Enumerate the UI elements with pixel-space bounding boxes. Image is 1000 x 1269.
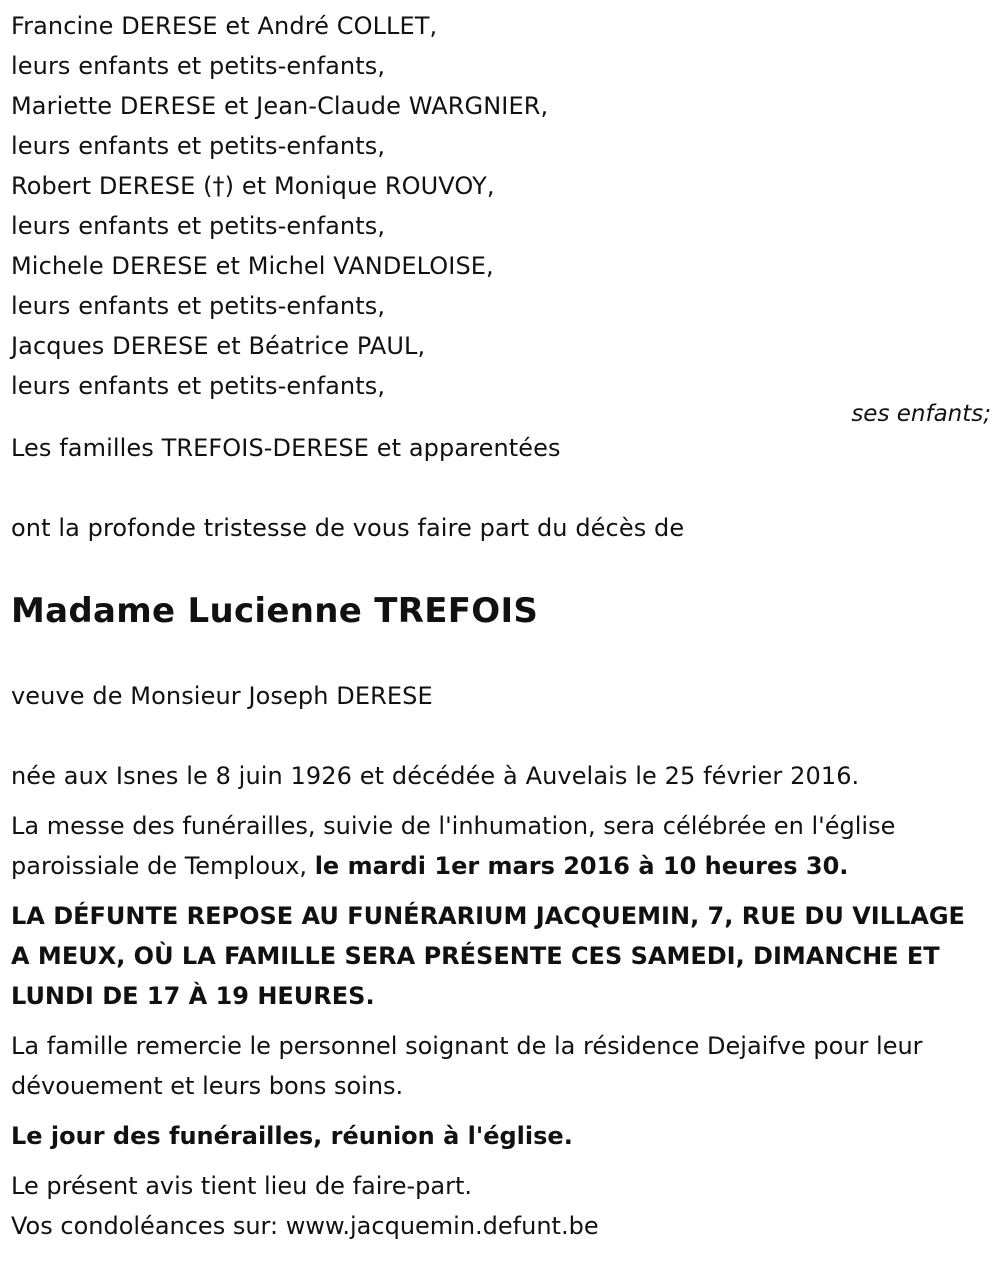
family-line: Mariette DERESE et Jean-Claude WARGNIER, — [11, 92, 549, 120]
birth-death-info: née aux Isnes le 8 juin 1926 et décédée à Auvelais le 25 février 2016. — [11, 762, 860, 790]
family-line: Francine DERESE et André COLLET, — [11, 12, 438, 40]
condolences-line: Vos condoléances sur: www.jacquemin.defunt.be — [11, 1212, 599, 1240]
family-line: leurs enfants et petits-enfants, — [11, 372, 386, 400]
funeral-mass-info — [11, 806, 991, 886]
deceased-name: Madame Lucienne TREFOIS — [11, 591, 539, 631]
meeting-info: Le jour des funérailles, réunion à l'église. — [11, 1122, 573, 1150]
obituary-notice — [11, 6, 991, 1240]
family-list — [11, 6, 991, 406]
repose-info: LA DÉFUNTE REPOSE AU FUNÉRARIUM JACQUEMIN, 7, RUE DU VILLAGE A MEUX, OÙ LA FAMILLE SERA PRÉSENTE CES SAMEDI, DIMANCHE ET LUNDI DE 17 À 19 HEURES. — [11, 902, 965, 1010]
family-line: Jacques DERESE et Béatrice PAUL, — [11, 332, 426, 360]
family-line: Michele DERESE et Michel VANDELOISE, — [11, 252, 494, 280]
children-signature: ses enfants; — [851, 401, 991, 427]
funeral-intro: La messe des funérailles, suivie de l'inhumation, sera célébrée en l'église paroissiale de Temploux, — [11, 812, 896, 880]
families-line: Les familles TREFOIS-DERESE et apparentées — [11, 434, 561, 462]
announcement: ont la profonde tristesse de vous faire part du décès de — [11, 514, 685, 542]
thanks-info: La famille remercie le personnel soignant de la résidence Dejaifve pour leur dévouement et leurs bons soins. — [11, 1032, 923, 1100]
family-line: leurs enfants et petits-enfants, — [11, 132, 386, 160]
family-line: leurs enfants et petits-enfants, — [11, 292, 386, 320]
family-line: leurs enfants et petits-enfants, — [11, 212, 386, 240]
widow-of: veuve de Monsieur Joseph DERESE — [11, 682, 433, 710]
family-line: Robert DERESE (†) et Monique ROUVOY, — [11, 172, 495, 200]
family-line: leurs enfants et petits-enfants, — [11, 52, 386, 80]
funeral-datetime: le mardi 1er mars 2016 à 10 heures 30. — [314, 852, 849, 880]
notice-line: Le présent avis tient lieu de faire-part. — [11, 1172, 473, 1200]
